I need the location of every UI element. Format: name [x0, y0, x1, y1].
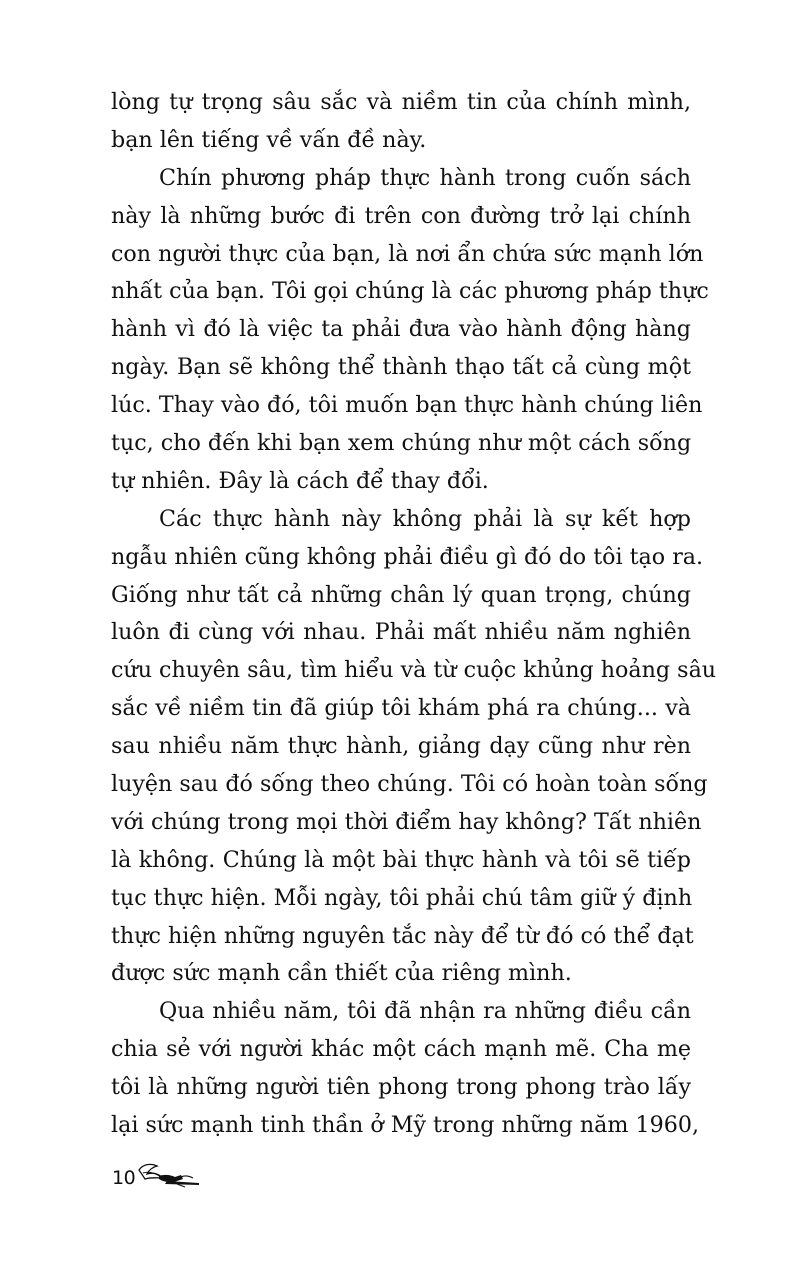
text-line: con người thực của bạn, là nơi ẩn chứa sức mạnh lớn	[111, 240, 704, 267]
text-line: ngày. Bạn sẽ không thể thành thạo tất cả cùng một	[111, 354, 691, 381]
text-line: là không. Chúng là một bài thực hành và tôi sẽ tiếp	[111, 846, 691, 873]
text-line: tự nhiên. Đây là cách để thay đổi.	[111, 467, 489, 494]
page-footer	[112, 1162, 201, 1188]
text-line: thực hiện những nguyên tắc này để từ đó có thể đạt	[111, 922, 694, 949]
text-line: được sức mạnh cần thiết của riêng mình.	[111, 960, 572, 987]
body-text	[111, 84, 717, 1145]
quill-pen-ornament-icon	[137, 1162, 201, 1188]
text-line: lòng tự trọng sâu sắc và niềm tin của chính mình,	[111, 89, 691, 115]
text-line: tục thực hiện. Mỗi ngày, tôi phải chú tâm giữ ý định	[111, 884, 693, 911]
text-line: sắc về niềm tin đã giúp tôi khám phá ra chúng... và	[111, 695, 691, 722]
page-number: 10	[112, 1167, 136, 1189]
text-line: ngẫu nhiên cũng không phải điều gì đó do tôi tạo ra.	[111, 543, 704, 570]
text-line: chia sẻ với người khác một cách mạnh mẽ. Cha mẹ	[111, 1036, 691, 1063]
text-line: Giống như tất cả những chân lý quan trọng, chúng	[111, 581, 691, 608]
text-line: với chúng trong mọi thời điểm hay không? Tất nhiên	[111, 808, 702, 835]
text-line: lại sức mạnh tinh thần ở Mỹ trong những năm 1960,	[111, 1112, 700, 1139]
text-line: sau nhiều năm thực hành, giảng dạy cũng như rèn	[111, 733, 691, 760]
text-line: lúc. Thay vào đó, tôi muốn bạn thực hành chúng liên	[111, 392, 703, 419]
text-line: nhất của bạn. Tôi gọi chúng là các phương pháp thực	[111, 278, 709, 305]
text-line: luyện sau đó sống theo chúng. Tôi có hoàn toàn sống	[111, 771, 708, 798]
text-line: tục, cho đến khi bạn xem chúng như một cách sống	[111, 430, 692, 457]
text-line: Các thực hành này không phải là sự kết hợp	[159, 505, 691, 532]
text-line: tôi là những người tiên phong trong phong trào lấy	[111, 1074, 691, 1101]
text-line: bạn lên tiếng về vấn đề này.	[111, 126, 427, 153]
text-line: Chín phương pháp thực hành trong cuốn sách	[159, 164, 691, 191]
text-line: hành vì đó là việc ta phải đưa vào hành động hàng	[111, 316, 691, 343]
text-line: này là những bước đi trên con đường trở lại chính	[111, 202, 691, 229]
text-line: Qua nhiều năm, tôi đã nhận ra những điều cần	[159, 998, 691, 1025]
text-line: cứu chuyên sâu, tìm hiểu và từ cuộc khủng hoảng sâu	[111, 657, 717, 684]
text-line: luôn đi cùng với nhau. Phải mất nhiều năm nghiên	[111, 619, 691, 646]
